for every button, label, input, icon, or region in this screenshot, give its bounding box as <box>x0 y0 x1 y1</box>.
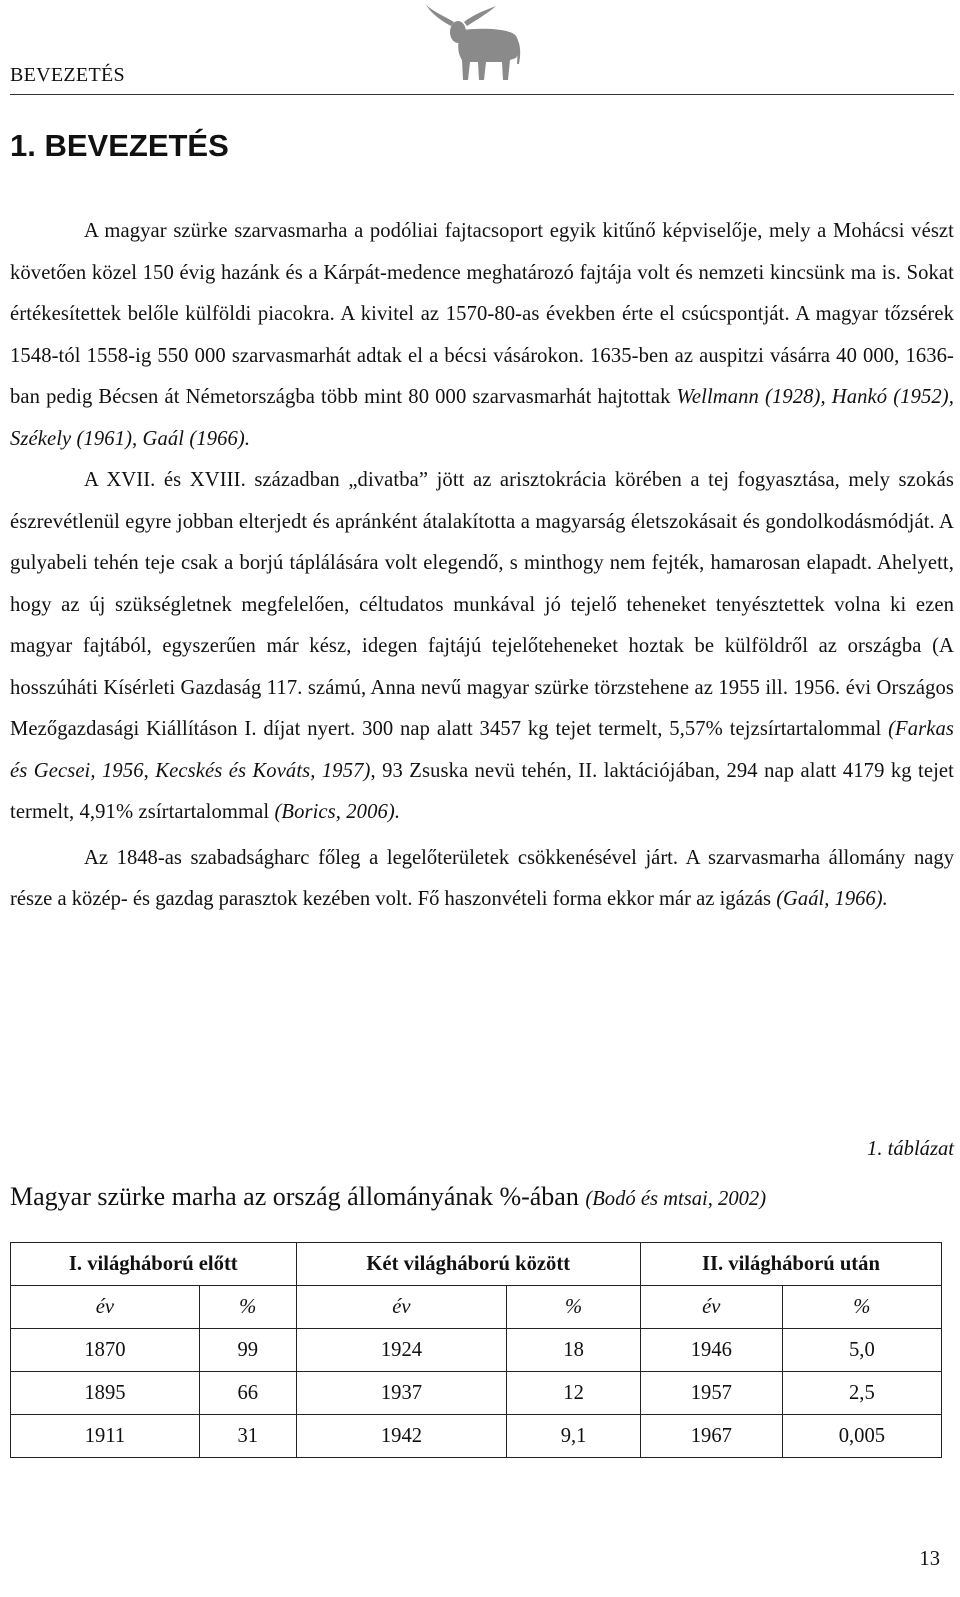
table-cell: 0,005 <box>782 1415 941 1458</box>
table-cell: 1957 <box>640 1372 782 1415</box>
paragraph-3 <box>10 838 954 921</box>
table-cell: 66 <box>199 1372 296 1415</box>
table-cell: 1870 <box>11 1329 200 1372</box>
table-cell: 1924 <box>296 1329 507 1372</box>
paragraph-2-text: A XVII. és XVIII. században „divatba” jött az arisztokrácia körében a tej fogyasztása, mely szokás észrevétlenül egyre jobban elterjedt és apránként átalakította a magyarság életszokásait és gondolkodásmódját. A gulyabeli tehén teje csak a borjú táplálására volt elegendő, s minthogy nem fejték, hamarosan elapadt. Ahelyett, hogy az új szükségletnek megfelelően, céltudatos munkával jó tejelő teheneket tenyésztettek volna ki ezen magyar fajtából, egyszerűen már kész, idegen fajtájú tejelőteheneket hoztak be külföldről az országba (A hosszúháti Kísérleti Gazdaság 117. számú, Anna nevű magyar szürke törzstehene az 1955 ill. 1956. évi Országos Mezőgazdasági Kiállításon I. díjat nyert. 300 nap alatt 3457 kg tejet termelt, 5,57% tejzsírtartalommal <box>10 469 954 740</box>
table-cell: 1942 <box>296 1415 507 1458</box>
table-row <box>11 1329 942 1372</box>
table-cell: 9,1 <box>507 1415 641 1458</box>
table-cell: 5,0 <box>782 1329 941 1372</box>
paragraph-2 <box>10 460 954 834</box>
paragraph-2-text-b: , 93 Zsuska nevü tehén, II. laktációjában, 294 nap alatt 4179 kg tejet termelt, 4,91% zsírtartalommal <box>10 759 954 823</box>
table-cell: 99 <box>199 1329 296 1372</box>
running-header: BEVEZETÉS <box>10 64 125 86</box>
table-cell: 1937 <box>296 1372 507 1415</box>
table-number: 1. táblázat <box>867 1138 954 1160</box>
table-sub-header: % <box>199 1286 296 1329</box>
paragraph-1-text: A magyar szürke szarvasmarha a podóliai fajtacsoport egyik kitűnő képviselője, mely a Mohácsi vészt követően közel 150 évig hazánk és a Kárpát-medence meghatározó fajtája volt és nemzeti kincsünk ma is. Sokat értékesítettek belőle külföldi piacokra. A kivitel az 1570-80-as években érte el csúcspontját. A magyar tőzsérek 1548-tól 1558-ig 550 000 szarvasmarhát adtak el a bécsi vásárokon. 1635-ben az auspitzi vásárra 40 000, 1636-ban pedig Bécsen át Németországba több mint 80 000 szarvasmarhát hajtottak <box>10 220 954 408</box>
table-sub-header: év <box>640 1286 782 1329</box>
paragraph-2-citation-1: (Farkas és Gecsei, 1956 <box>10 718 954 782</box>
table-sub-header-row <box>11 1286 942 1329</box>
cattle-logo-icon <box>424 2 524 84</box>
paragraph-1-citation: Wellmann (1928), Hankó (1952), Székely (1961), Gaál (1966). <box>10 386 954 450</box>
table-group-header: II. világháború után <box>640 1243 941 1286</box>
paragraph-3-text: Az 1848-as szabadságharc főleg a legelőterületek csökkenésével járt. A szarvasmarha állomány nagy része a közép- és gazdag parasztok kezében volt. Fő haszonvételi forma ekkor már az igázás <box>10 846 954 910</box>
chapter-title: 1. BEVEZETÉS <box>10 128 229 163</box>
paragraph-3-citation: (Gaál, 1966). <box>776 888 888 910</box>
table-group-header: I. világháború előtt <box>11 1243 297 1286</box>
table-cell: 31 <box>199 1415 296 1458</box>
data-table <box>10 1242 942 1458</box>
paragraph-2-separator: , <box>143 759 156 782</box>
table-cell: 12 <box>507 1372 641 1415</box>
table-sub-header: % <box>507 1286 641 1329</box>
table-cell: 1967 <box>640 1415 782 1458</box>
table-sub-header: év <box>296 1286 507 1329</box>
paragraph-2-citation-3: (Borics, 2006). <box>274 801 401 823</box>
header-divider <box>10 94 954 95</box>
paragraph-1 <box>10 211 954 460</box>
table-cell: 1895 <box>11 1372 200 1415</box>
table-row <box>11 1415 942 1458</box>
table-caption-title: Magyar szürke marha az ország állományának %-ában <box>10 1182 579 1211</box>
table-cell: 1911 <box>11 1415 200 1458</box>
table-cell: 2,5 <box>782 1372 941 1415</box>
table-sub-header: % <box>782 1286 941 1329</box>
paragraph-2-citation-2: Kecskés és Kováts, 1957) <box>155 759 371 782</box>
table-caption <box>10 1182 766 1212</box>
table-sub-header: év <box>11 1286 200 1329</box>
table-cell: 1946 <box>640 1329 782 1372</box>
table-row <box>11 1372 942 1415</box>
body-text <box>10 211 954 921</box>
table-group-header-row <box>11 1243 942 1286</box>
table-group-header: Két világháború között <box>296 1243 640 1286</box>
page-number: 13 <box>919 1548 940 1570</box>
table-cell: 18 <box>507 1329 641 1372</box>
table-caption-source: (Bodó és mtsai, 2002) <box>585 1188 767 1210</box>
